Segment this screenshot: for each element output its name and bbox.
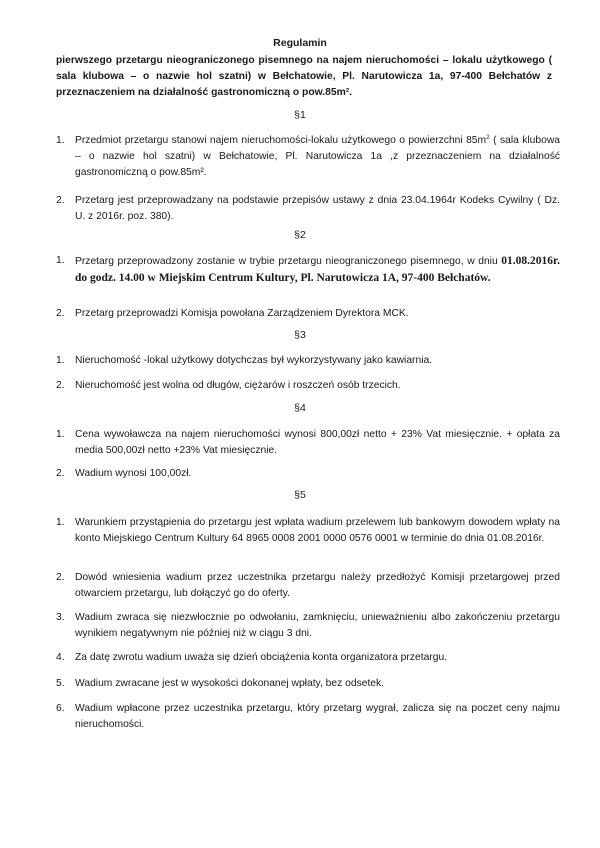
section-heading-1: §1 (294, 109, 306, 121)
item-number: 1. (56, 517, 65, 528)
section-2-item-1 (56, 253, 560, 287)
item-number: 2. (56, 195, 65, 206)
item-number: 1. (56, 355, 65, 366)
item-text: Dowód wniesienia wadium przez uczestnika przetargu należy przedłożyć Komisji przetargowej przed otwarciem przetargu, lub dołączyć go do oferty. (75, 572, 560, 599)
item-text: Nieruchomość -lokal użytkowy dotychczas był wykorzystywany jako kawiarnia. (75, 355, 433, 366)
section-1-item-1 (56, 133, 560, 181)
item-number: 5. (56, 678, 65, 689)
item-number: 2. (56, 308, 65, 319)
item-number: 3. (56, 612, 65, 623)
item-text: Przetarg przeprowadzi Komisja powołana Zarządzeniem Dyrektora MCK. (75, 308, 409, 319)
item-number: 6. (56, 703, 65, 714)
auction-date-place: 01.08.2016r. do godz. 14.00 w Miejskim Centrum Kultury, Pl. Narutowicza 1A, 97-400 Bełchatów. (75, 255, 560, 284)
item-text: Wadium zwracane jest w wysokości dokonanej wpłaty, bez odsetek. (75, 678, 385, 689)
section-2-item-2 (56, 306, 560, 322)
section-4-item-2 (56, 466, 560, 482)
item-text: Wadium wynosi 100,00zł. (75, 468, 192, 479)
section-5-item-6 (56, 701, 560, 733)
item-text: Za datę zwrotu wadium uważa się dzień obciążenia konta organizatora przetargu. (75, 652, 448, 663)
document-intro: pierwszego przetargu nieograniczonego pisemnego na najem nieruchomości – lokalu użytkowego ( sala klubowa – o nazwie hol szatni) w Bełchatowie, Pl. Narutowicza 1a, 97-400 Bełchatów z przeznaczeniem na działalność gastronomiczną o pow.85m². (56, 55, 552, 98)
section-5-item-5 (56, 676, 560, 692)
section-5-item-4 (56, 650, 560, 666)
section-3-item-1 (56, 353, 560, 369)
item-number: 1. (56, 255, 65, 266)
section-heading-3: §3 (294, 329, 306, 341)
item-text: Nieruchomość jest wolna od długów, ciężarów i roszczeń osób trzecich. (75, 380, 401, 391)
item-text: Przedmiot przetargu stanowi najem nieruchomości-lokalu użytkowego o powierzchni $85m^2$ ( sala klubowa – o nazwie hol szatni) w Bełchatowie, Pl. Narutowicza 1a ,z przeznaczeniem na działalność gastronomiczną o pow.85m². (75, 134, 561, 178)
section-3-item-2 (56, 378, 560, 394)
section-5-item-1 (56, 515, 560, 547)
item-text: Wadium zwraca się niezwłocznie po odwołaniu, zamknięciu, unieważnieniu albo zakończeniu przetargu wynikiem negatywnym nie później niż w ciągu 3 dni. (75, 612, 560, 639)
item-number: 1. (56, 135, 65, 146)
section-5-item-3 (56, 610, 560, 642)
item-text: Warunkiem przystąpienia do przetargu jest wpłata wadium przelewem lub bankowym dowodem wpłaty na konto Miejskiego Centrum Kultury 64 8965 0008 2001 0000 0576 0001 w terminie do dnia 01.08.2016r. (75, 517, 560, 544)
item-number: 1. (56, 429, 65, 440)
superscript: 2 (486, 134, 490, 141)
document-title: Regulamin (273, 37, 327, 49)
section-heading-2: §2 (294, 229, 306, 241)
section-5-item-2 (56, 570, 560, 602)
item-text: Cena wywoławcza na najem nieruchomości wynosi 800,00zł netto + 23% Vat miesięcznie. + opłata za media 500,00zł netto +23% Vat miesięcznie. (75, 429, 560, 456)
item-number: 4. (56, 652, 65, 663)
section-heading-4: §4 (294, 402, 306, 414)
item-number: 2. (56, 572, 65, 583)
section-1-item-2 (56, 193, 560, 225)
item-number: 2. (56, 468, 65, 479)
section-heading-5: §5 (294, 489, 306, 501)
section-4-item-1 (56, 427, 560, 459)
item-text: Przetarg przeprowadzony zostanie w trybie przetargu nieograniczonego pisemnego, w dniu 01.08.2016r. do godz. 14.00 w Miejskim Centrum Kultury, Pl. Narutowicza 1A, 97-400 Bełchatów. (75, 255, 560, 284)
item-text: Przetarg jest przeprowadzany na podstawie przepisów ustawy z dnia 23.04.1964r Kodeks Cywilny ( Dz. U. z 2016r. poz. 380). (75, 195, 560, 222)
item-number: 2. (56, 380, 65, 391)
item-text: Wadium wpłacone przez uczestnika przetargu, który przetarg wygrał, zalicza się na poczet ceny najmu nieruchomości. (75, 703, 560, 730)
